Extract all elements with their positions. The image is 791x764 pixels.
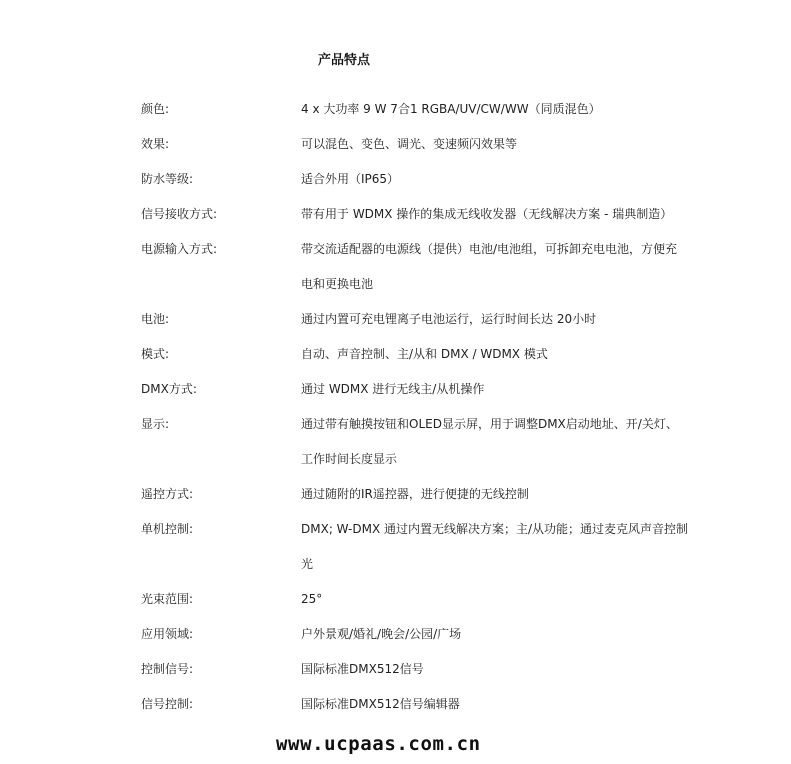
spec-label: 信号控制: bbox=[141, 697, 194, 711]
spec-label: 模式: bbox=[141, 347, 170, 361]
spec-value-line: 带有用于 WDMX 操作的集成无线收发器（无线解决方案 - 瑞典制造） bbox=[301, 207, 673, 221]
spec-value bbox=[301, 520, 691, 573]
spec-value bbox=[301, 695, 691, 713]
spec-value-line: 自动、声音控制、主/从和 DMX / WDMX 模式 bbox=[301, 347, 548, 361]
spec-label: 显示: bbox=[141, 417, 170, 431]
spec-label: 电池: bbox=[141, 312, 170, 326]
spec-label: DMX方式: bbox=[141, 382, 197, 396]
spec-value-line: 户外景观/婚礼/晚会/公园/广场 bbox=[301, 627, 462, 641]
watermark: www.ucpaas.com.cn bbox=[276, 733, 481, 755]
spec-value-line: 通过带有触摸按钮和OLED显示屏，用于调整DMX启动地址、开/关灯、 bbox=[301, 417, 678, 431]
spec-label: 控制信号: bbox=[141, 662, 194, 676]
spec-value-line: 4 x 大功率 9 W 7合1 RGBA/UV/CW/WW（同质混色） bbox=[301, 102, 601, 116]
spec-value-line: DMX; W-DMX 通过内置无线解决方案；主/从功能；通过麦克风声音控制 bbox=[301, 522, 689, 536]
spec-value-line: 电和更换电池 bbox=[301, 277, 374, 291]
spec-label: 单机控制: bbox=[141, 522, 194, 536]
spec-value-line: 适合外用（IP65） bbox=[301, 172, 400, 186]
spec-value-line: 通过内置可充电锂离子电池运行，运行时间长达 20小时 bbox=[301, 312, 597, 326]
spec-value-line: 可以混色、变色、调光、变速频闪效果等 bbox=[301, 137, 518, 151]
spec-label: 光束范围: bbox=[141, 592, 194, 606]
spec-label: 防水等级: bbox=[141, 172, 194, 186]
spec-value bbox=[301, 380, 691, 398]
spec-value-line: 工作时间长度显示 bbox=[301, 452, 398, 466]
spec-value bbox=[301, 135, 691, 153]
spec-label: 遥控方式: bbox=[141, 487, 194, 501]
spec-value-line: 通过随附的IR遥控器，进行便捷的无线控制 bbox=[301, 487, 529, 501]
spec-value-line: 国际标准DMX512信号 bbox=[301, 662, 424, 676]
spec-value bbox=[301, 205, 691, 223]
spec-value bbox=[301, 345, 691, 363]
page-title: 产品特点 bbox=[318, 53, 371, 68]
spec-value bbox=[301, 415, 691, 468]
spec-value bbox=[301, 170, 691, 188]
spec-value bbox=[301, 310, 691, 328]
spec-value bbox=[301, 660, 691, 678]
spec-label: 信号接收方式: bbox=[141, 207, 218, 221]
spec-value bbox=[301, 485, 691, 503]
spec-value-line: 25° bbox=[301, 592, 323, 606]
spec-value-line: 带交流适配器的电源线（提供）电池/电池组，可拆卸充电电池，方便充 bbox=[301, 242, 678, 256]
spec-value bbox=[301, 240, 691, 293]
spec-label: 应用领域: bbox=[141, 627, 194, 641]
spec-label: 颜色: bbox=[141, 102, 170, 116]
spec-label: 效果: bbox=[141, 137, 170, 151]
spec-value-line: 国际标准DMX512信号编辑器 bbox=[301, 697, 460, 711]
spec-value bbox=[301, 625, 691, 643]
spec-value-line: 通过 WDMX 进行无线主/从机操作 bbox=[301, 382, 485, 396]
spec-value bbox=[301, 100, 691, 118]
spec-value bbox=[301, 590, 691, 608]
spec-label: 电源输入方式: bbox=[141, 242, 218, 256]
spec-value-line: 光 bbox=[301, 557, 314, 571]
